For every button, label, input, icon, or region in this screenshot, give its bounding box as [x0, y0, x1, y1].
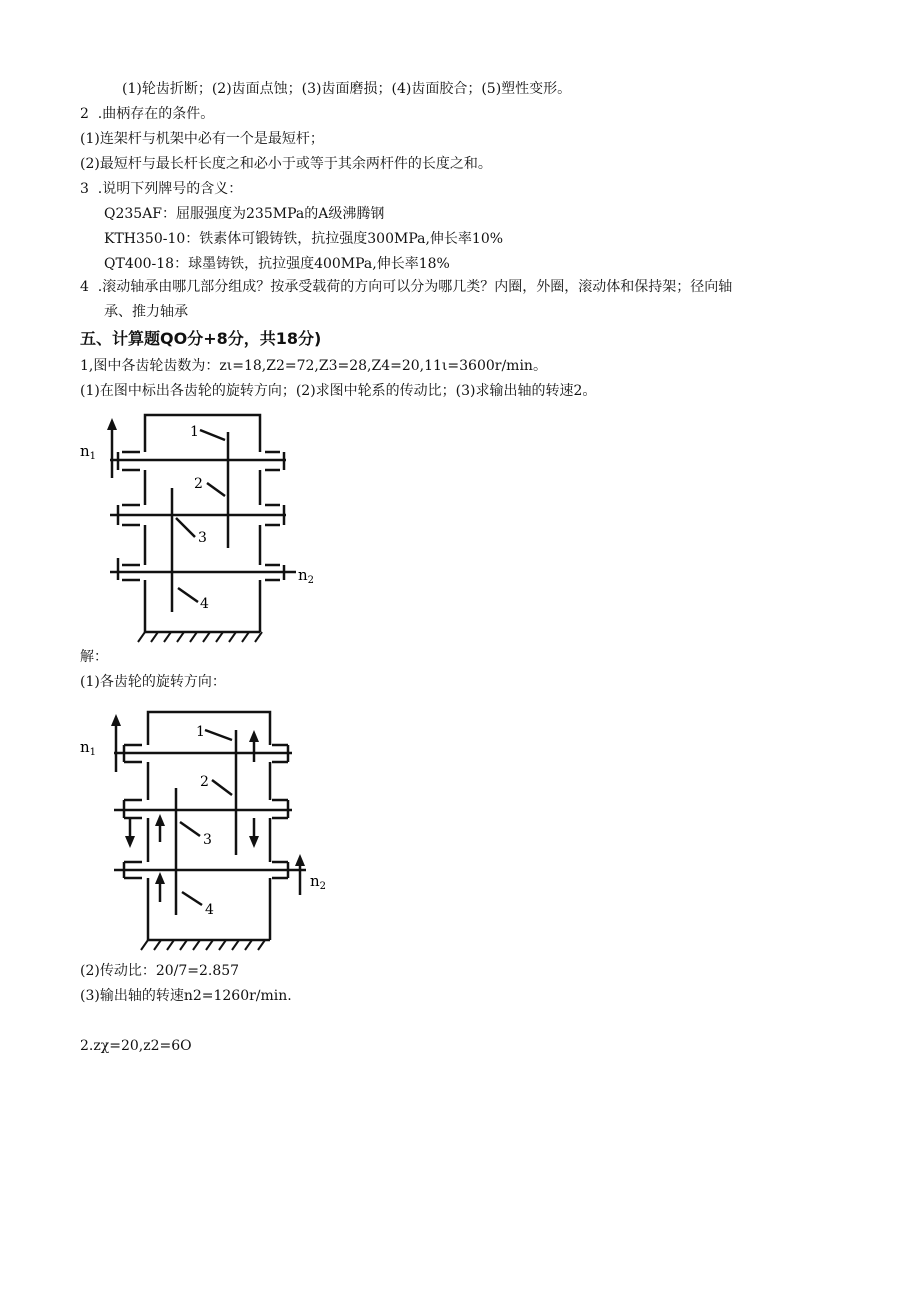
section-heading: 五、计算题QO分+8分，共18分)	[80, 329, 322, 348]
gear-train-solution-figure	[76, 706, 346, 951]
n1-subscript: 1	[89, 451, 97, 462]
answer-2-item-2: (2)最短杆与最长杆长度之和必小于或等于其余两杆件的长度之和。	[80, 156, 492, 172]
gear-1-label-solution: 1	[196, 724, 205, 740]
svg-text:n1	[80, 442, 96, 462]
answer-3-item-2: KTH350-10：铁素体可锻铸铁，抗拉强度300MPa,伸长率10%	[104, 231, 504, 247]
solution-label: 解：	[80, 649, 108, 665]
answer-2-item-1: (1)连架杆与机架中必有一个是最短杆；	[80, 131, 324, 147]
answer-line-1: (1)轮齿折断；(2)齿面点蚀；(3)齿面磨损；(4)齿面胶合；(5)塑性变形。	[122, 81, 572, 97]
problem-2-statement: 2.zχ=20,z2=6O	[80, 1038, 192, 1054]
gear-train-figure	[76, 408, 336, 643]
n2-label: n	[298, 566, 308, 584]
solution-part-2: (2)传动比：20/7=2.857	[80, 963, 240, 979]
gear-4-label-solution: 4	[205, 902, 214, 918]
question-4-line-2: 承、推力轴承	[104, 304, 188, 320]
question-3-title: 3 .说明下列牌号的含义：	[80, 181, 243, 197]
n1-label-solution: n	[80, 738, 90, 756]
svg-text:n1	[80, 738, 96, 758]
svg-text:n2	[310, 872, 326, 892]
svg-text:n2	[298, 566, 314, 586]
question-4-line-1: 4 .滚动轴承由哪几部分组成？按承受载荷的方向可以分为哪几类？内圈，外圈，滚动体和保持架；径向轴	[80, 279, 733, 295]
gear-2-label-solution: 2	[200, 774, 209, 790]
n1-subscript-solution: 1	[89, 747, 97, 758]
gear-2-label: 2	[194, 476, 203, 492]
answer-3-item-3: QT400-18：球墨铸铁，抗拉强度400MPa,伸长率18%	[104, 256, 450, 272]
problem-1-statement: 1,图中各齿轮齿数为：zι=18,Z2=72,Z3=28,Z4=20,11ι=3600r∕min。	[80, 358, 547, 374]
n1-label: n	[80, 442, 90, 460]
solution-part-3: (3)输出轴的转速n2=1260r∕min.	[80, 988, 292, 1004]
question-2-title: 2 .曲柄存在的条件。	[80, 106, 215, 122]
problem-1-tasks: (1)在图中标出各齿轮的旋转方向；(2)求图中轮系的传动比；(3)求输出轴的转速2。	[80, 383, 597, 399]
solution-part-1: (1)各齿轮的旋转方向：	[80, 674, 226, 690]
n2-subscript-solution: 2	[319, 881, 327, 892]
gear-1-label: 1	[190, 424, 199, 440]
n2-subscript: 2	[307, 575, 315, 586]
n2-label-solution: n	[310, 872, 320, 890]
gear-4-label: 4	[200, 596, 209, 612]
gear-3-label: 3	[198, 530, 207, 546]
gear-3-label-solution: 3	[203, 832, 212, 848]
answer-3-item-1: Q235AF：屈服强度为235MPa的A级沸腾钢	[104, 206, 385, 222]
